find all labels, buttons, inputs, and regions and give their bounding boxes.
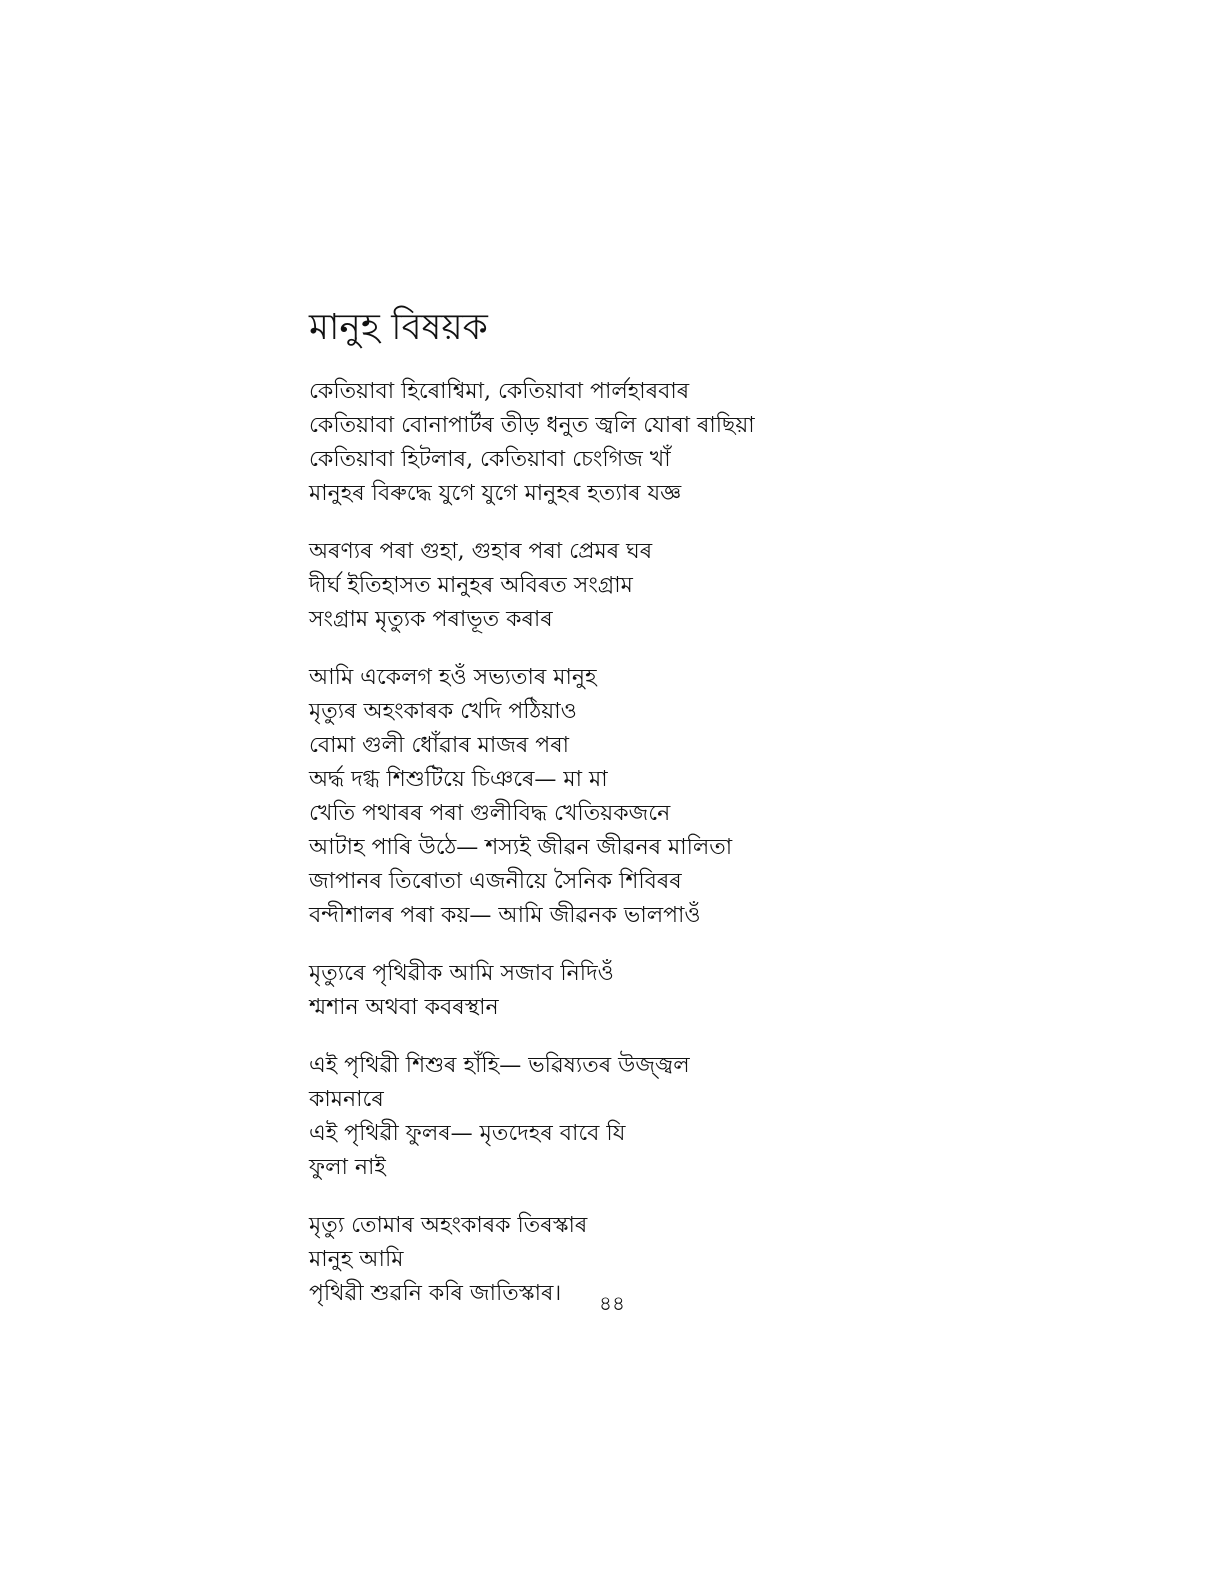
poem-line: মৃত্যুৰে পৃথিৱীক আমি সজাব নিদিওঁ [309, 961, 614, 986]
poem-line: অৰণ্যৰ পৰা গুহা, গুহাৰ পৰা প্ৰেমৰ ঘৰ [309, 539, 653, 564]
poem-line: আটাহ পাৰি উঠে— শস্যই জীৱন জীৱনৰ মালিতা [309, 835, 733, 860]
poem-body [309, 375, 869, 1335]
poem-line: মানুহ আমি [309, 1247, 404, 1272]
poem-line: ফুলা নাই [309, 1155, 386, 1180]
poem-line: মৃত্যু তোমাৰ অহংকাৰক তিৰস্কাৰ [309, 1213, 588, 1238]
poem-line: আমি একেলগ হওঁ সভ্যতাৰ মানুহ [309, 665, 597, 690]
poem-line: শ্মশান অথবা কবৰস্থান [309, 995, 499, 1020]
poem-line: মৃত্যুৰ অহংকাৰক খেদি পঠিয়াও [309, 699, 577, 724]
poem-line: কেতিয়াবা হিটলাৰ, কেতিয়াবা চেংগিজ খাঁ [309, 447, 671, 472]
stanza-3 [309, 661, 869, 933]
poem-line: দীৰ্ঘ ইতিহাসত মানুহৰ অবিৰত সংগ্ৰাম [309, 573, 633, 598]
poem-line: বন্দীশালৰ পৰা কয়— আমি জীৱনক ভালপাওঁ [309, 903, 701, 928]
poem-line: এই পৃথিৱী ফুলৰ— মৃতদেহৰ বাবে যি [309, 1121, 626, 1146]
page-number: ৪৪ [599, 1291, 625, 1315]
poem-line: কামনাৰে [309, 1087, 384, 1112]
stanza-4 [309, 957, 869, 1025]
stanza-2 [309, 535, 869, 637]
poem-line: বোমা গুলী ধোঁৱাৰ মাজৰ পৰা [309, 733, 569, 758]
poem-line: খেতি পথাৰৰ পৰা গুলীবিদ্ধ খেতিয়কজনে [309, 801, 671, 826]
poem-line: সংগ্ৰাম মৃত্যুক পৰাভূত কৰাৰ [309, 607, 553, 632]
poem-line: কেতিয়াবা বোনাপার্টৰ তীড় ধনুত জ্বলি যোৰা ৰাছিয়া [309, 413, 755, 438]
poem-line: জাপানৰ তিৰোতা এজনীয়ে সৈনিক শিবিৰৰ [309, 869, 682, 894]
poem-line: মানুহৰ বিৰুদ্ধে যুগে যুগে মানুহৰ হত্যাৰ যজ্ঞ [309, 481, 682, 506]
poem-title: মানুহ বিষয়ক [309, 307, 488, 348]
stanza-1 [309, 375, 869, 511]
poem-line: অৰ্দ্ধ দগ্ধ শিশুটিয়ে চিঞৰে— মা মা [309, 767, 608, 792]
stanza-5 [309, 1049, 869, 1185]
poem-line: পৃথিৱী শুৱনি কৰি জাতিস্কাৰ। [309, 1281, 562, 1306]
poem-line: কেতিয়াবা হিৰোশ্বিমা, কেতিয়াবা পার্লহাৰবাৰ [309, 379, 690, 404]
poem-line: এই পৃথিৱী শিশুৰ হাঁহি— ভৱিষ্যতৰ উজ্জ্বল [309, 1053, 690, 1078]
